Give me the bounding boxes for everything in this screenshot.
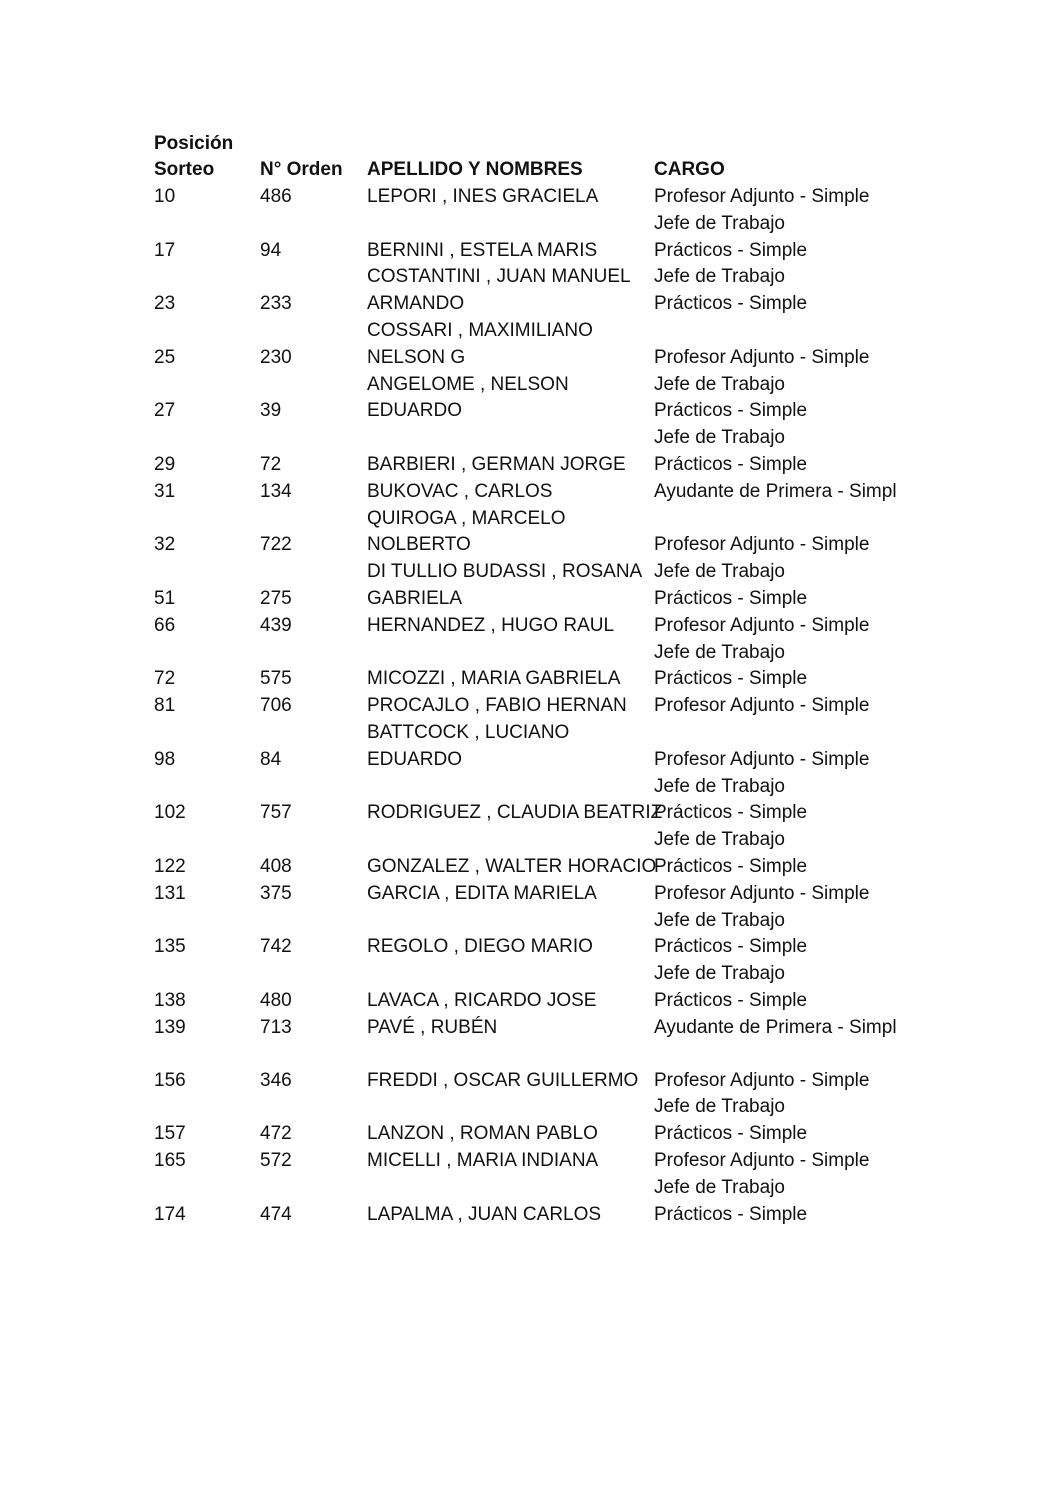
cell-order: 706 — [260, 695, 292, 716]
cell-name: NOLBERTO — [367, 534, 471, 555]
cell-order: 572 — [260, 1150, 292, 1171]
cell-name: PROCAJLO , FABIO HERNAN — [367, 695, 627, 716]
cell-position: 17 — [154, 240, 176, 261]
cell-position-title: Jefe de Trabajo — [654, 776, 785, 797]
header-position-line1: Posición — [154, 133, 234, 154]
cell-order: 230 — [260, 347, 292, 368]
cell-position-title: Jefe de Trabajo — [654, 642, 785, 663]
cell-position: 10 — [154, 186, 176, 207]
cell-position-title: Profesor Adjunto - Simple — [654, 749, 870, 770]
header-position-title: CARGO — [654, 159, 725, 180]
cell-position: 32 — [154, 534, 176, 555]
cell-position-title: Prácticos - Simple — [654, 668, 808, 689]
cell-name: EDUARDO — [367, 400, 463, 421]
cell-order: 439 — [260, 615, 292, 636]
cell-position-title: Prácticos - Simple — [654, 240, 808, 261]
cell-order: 474 — [260, 1204, 292, 1225]
cell-position: 72 — [154, 668, 176, 689]
cell-name: MICOZZI , MARIA GABRIELA — [367, 668, 621, 689]
cell-position-title: Profesor Adjunto - Simple — [654, 615, 870, 636]
cell-position: 131 — [154, 883, 186, 904]
cell-position-title: Jefe de Trabajo — [654, 829, 785, 850]
cell-name: COSSARI , MAXIMILIANO — [367, 320, 593, 341]
cell-position-title: Profesor Adjunto - Simple — [654, 883, 870, 904]
cell-order: 275 — [260, 588, 292, 609]
cell-position-title: Prácticos - Simple — [654, 293, 808, 314]
cell-position-title: Prácticos - Simple — [654, 400, 808, 421]
cell-position: 23 — [154, 293, 176, 314]
cell-name: FREDDI , OSCAR GUILLERMO — [367, 1070, 639, 1091]
cell-position: 102 — [154, 802, 186, 823]
cell-name: GABRIELA — [367, 588, 463, 609]
cell-position-title: Jefe de Trabajo — [654, 213, 785, 234]
cell-position-title: Jefe de Trabajo — [654, 963, 785, 984]
cell-name: EDUARDO — [367, 749, 463, 770]
cell-name: COSTANTINI , JUAN MANUEL — [367, 266, 631, 287]
cell-position-title: Prácticos - Simple — [654, 588, 808, 609]
cell-order: 233 — [260, 293, 292, 314]
cell-order: 742 — [260, 936, 292, 957]
cell-position: 25 — [154, 347, 176, 368]
cell-position: 31 — [154, 481, 176, 502]
cell-position: 98 — [154, 749, 176, 770]
cell-position-title: Profesor Adjunto - Simple — [654, 186, 870, 207]
cell-position-title: Prácticos - Simple — [654, 990, 808, 1011]
cell-name: LAPALMA , JUAN CARLOS — [367, 1204, 602, 1225]
cell-position-title: Ayudante de Primera - Simpl — [654, 481, 897, 502]
cell-position-title: Jefe de Trabajo — [654, 266, 785, 287]
cell-position: 27 — [154, 400, 176, 421]
cell-name: NELSON G — [367, 347, 466, 368]
cell-order: 713 — [260, 1017, 292, 1038]
cell-name: MICELLI , MARIA INDIANA — [367, 1150, 599, 1171]
cell-order: 486 — [260, 186, 292, 207]
cell-position: 66 — [154, 615, 176, 636]
cell-name: DI TULLIO BUDASSI , ROSANA — [367, 561, 643, 582]
cell-position-title: Profesor Adjunto - Simple — [654, 1070, 870, 1091]
cell-name: ANGELOME , NELSON — [367, 374, 569, 395]
cell-name: BERNINI , ESTELA MARIS — [367, 240, 598, 261]
header-position-line2: Sorteo — [154, 159, 215, 180]
cell-position-title: Ayudante de Primera - Simpl — [654, 1017, 897, 1038]
cell-name: GARCIA , EDITA MARIELA — [367, 883, 597, 904]
cell-order: 757 — [260, 802, 292, 823]
cell-order: 375 — [260, 883, 292, 904]
cell-position: 165 — [154, 1150, 186, 1171]
cell-position: 51 — [154, 588, 176, 609]
cell-name: REGOLO , DIEGO MARIO — [367, 936, 593, 957]
cell-position-title: Jefe de Trabajo — [654, 374, 785, 395]
cell-position-title: Prácticos - Simple — [654, 856, 808, 877]
cell-position: 135 — [154, 936, 186, 957]
cell-name: GONZALEZ , WALTER HORACIO — [367, 856, 657, 877]
header-order-number: N° Orden — [260, 159, 343, 180]
cell-name: BUKOVAC , CARLOS — [367, 481, 553, 502]
cell-order: 575 — [260, 668, 292, 689]
cell-name: PAVÉ , RUBÉN — [367, 1017, 498, 1038]
cell-position: 174 — [154, 1204, 186, 1225]
cell-order: 134 — [260, 481, 292, 502]
cell-position-title: Prácticos - Simple — [654, 454, 808, 475]
cell-name: LAVACA , RICARDO JOSE — [367, 990, 597, 1011]
header-full-name: APELLIDO Y NOMBRES — [367, 159, 583, 180]
cell-position-title: Profesor Adjunto - Simple — [654, 347, 870, 368]
cell-position-title: Prácticos - Simple — [654, 802, 808, 823]
cell-position-title: Profesor Adjunto - Simple — [654, 695, 870, 716]
cell-position-title: Prácticos - Simple — [654, 936, 808, 957]
cell-order: 72 — [260, 454, 282, 475]
cell-position-title: Prácticos - Simple — [654, 1204, 808, 1225]
cell-position-title: Jefe de Trabajo — [654, 427, 785, 448]
cell-name: HERNANDEZ , HUGO RAUL — [367, 615, 615, 636]
cell-name: QUIROGA , MARCELO — [367, 508, 566, 529]
cell-position-title: Jefe de Trabajo — [654, 1096, 785, 1117]
cell-position-title: Jefe de Trabajo — [654, 561, 785, 582]
cell-position: 139 — [154, 1017, 186, 1038]
cell-name: LANZON , ROMAN PABLO — [367, 1123, 598, 1144]
cell-position-title: Prácticos - Simple — [654, 1123, 808, 1144]
cell-order: 346 — [260, 1070, 292, 1091]
cell-order: 94 — [260, 240, 282, 261]
cell-position-title: Jefe de Trabajo — [654, 910, 785, 931]
cell-position-title: Jefe de Trabajo — [654, 1177, 785, 1198]
cell-position: 29 — [154, 454, 176, 475]
cell-position: 157 — [154, 1123, 186, 1144]
cell-order: 722 — [260, 534, 292, 555]
cell-position: 122 — [154, 856, 186, 877]
cell-order: 480 — [260, 990, 292, 1011]
cell-order: 39 — [260, 400, 282, 421]
cell-name: ARMANDO — [367, 293, 465, 314]
cell-order: 472 — [260, 1123, 292, 1144]
cell-position-title: Profesor Adjunto - Simple — [654, 1150, 870, 1171]
cell-position-title: Profesor Adjunto - Simple — [654, 534, 870, 555]
cell-order: 84 — [260, 749, 282, 770]
cell-order: 408 — [260, 856, 292, 877]
cell-name: BARBIERI , GERMAN JORGE — [367, 454, 626, 475]
cell-position: 81 — [154, 695, 176, 716]
cell-name: BATTCOCK , LUCIANO — [367, 722, 570, 743]
cell-name: RODRIGUEZ , CLAUDIA BEATRIZ — [367, 802, 663, 823]
cell-position: 156 — [154, 1070, 186, 1091]
cell-position: 138 — [154, 990, 186, 1011]
cell-name: LEPORI , INES GRACIELA — [367, 186, 599, 207]
